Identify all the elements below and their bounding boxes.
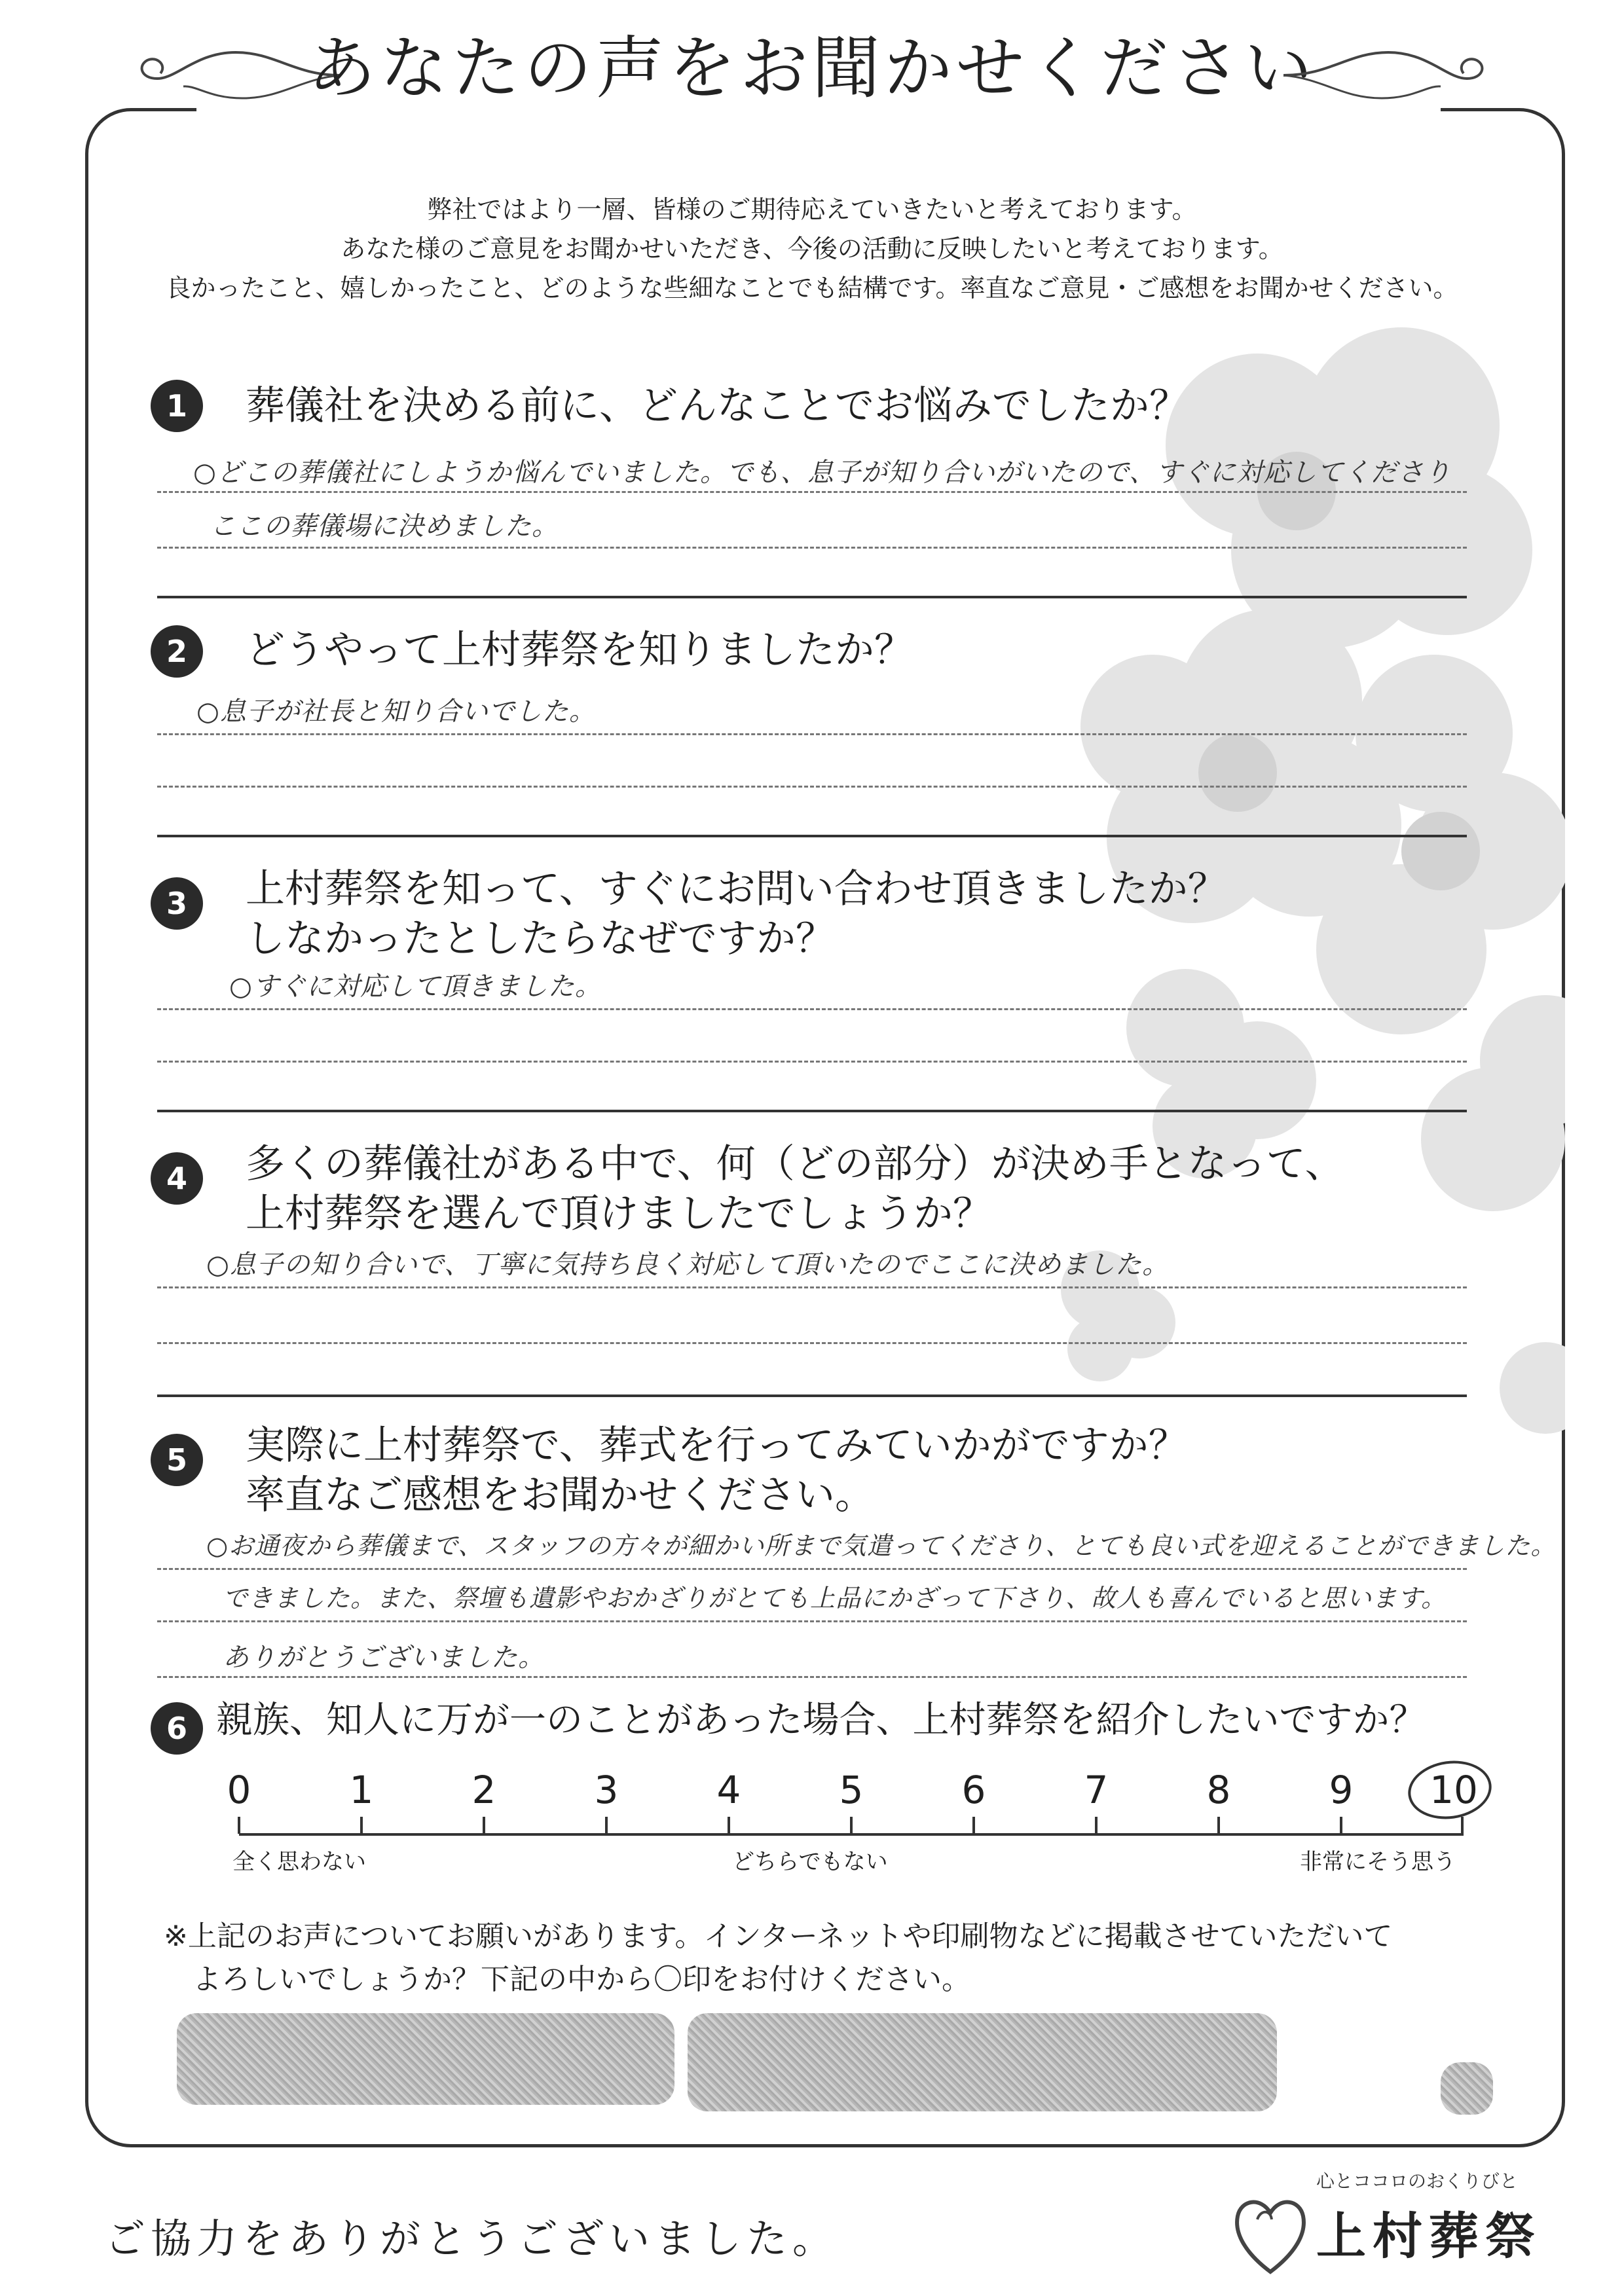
answer-line	[157, 1061, 1467, 1063]
scale-number[interactable]: 2	[471, 1768, 496, 1812]
question-number-badge: 6	[151, 1702, 203, 1755]
intro-line: 良かったこと、嬉しかったこと、どのような些細なことでも結構です。率直なご意見・ご感想をお聞かせください。	[166, 274, 1458, 302]
redacted-option-area	[177, 2013, 674, 2105]
scale-number[interactable]: 1	[349, 1768, 374, 1812]
section-divider	[157, 596, 1467, 598]
scale-tick	[972, 1817, 975, 1834]
handwritten-answer: ○息子の知り合いで、丁寧に気持ち良く対応して頂いたのでここに決めました。	[206, 1250, 1170, 1280]
question-text: 多くの葬儀社がある中で、何（どの部分）が決め手となって、	[246, 1141, 1344, 1187]
scale-number[interactable]: 0	[227, 1768, 251, 1812]
handwritten-answer: できました。また、祭壇も遺影やおかざりがとても上品にかざって下さり、故人も喜んでいると思います。	[223, 1584, 1447, 1613]
section-divider	[157, 1110, 1467, 1112]
scale-label-min: 全く思わない	[232, 1849, 366, 1875]
scale-tick	[728, 1817, 730, 1834]
scale-tick	[238, 1817, 240, 1834]
scale-label-max: 非常にそう思う	[1300, 1849, 1456, 1875]
question-text: 上村葬祭を選んで頂けましたでしょうか？	[246, 1191, 992, 1237]
question-number-badge: 2	[151, 625, 203, 678]
scale-tick	[1461, 1817, 1464, 1834]
answer-line	[157, 1342, 1467, 1344]
answer-line	[157, 1620, 1467, 1622]
note-line: ※上記のお声についてお願いがあります。インターネットや印刷物などに掲載させていただいて	[164, 1920, 1393, 1953]
permission-note	[164, 1915, 1393, 2001]
intro-line: 弊社ではより一層、皆様のご期待応えていきたいと考えております。	[427, 195, 1197, 224]
question-number-badge: 4	[151, 1152, 203, 1205]
question-text: 親族、知人に万が一のことがあった場合、上村葬祭を紹介したいですか？	[216, 1699, 1426, 1741]
handwritten-answer: ○どこの葬儀社にしようか悩んでいました。でも、息子が知り合いがいたので、すぐに対応してくださり	[193, 458, 1452, 488]
scale-number[interactable]: 9	[1329, 1768, 1354, 1812]
scale-number[interactable]: 5	[839, 1768, 864, 1812]
question-number-badge: 1	[151, 380, 203, 432]
handwritten-answer: ○すぐに対応して頂きました。	[229, 972, 602, 1002]
question-number-badge: 5	[151, 1434, 203, 1486]
redacted-option-area	[688, 2013, 1277, 2111]
scale-label-mid: どちらでもない	[732, 1849, 888, 1875]
answer-line	[157, 1008, 1467, 1010]
scale-tick	[483, 1817, 485, 1834]
question-text: 実際に上村葬祭で、葬式を行ってみていかがですか？	[246, 1423, 1188, 1468]
answer-line	[157, 786, 1467, 788]
intro-line: あなた様のご意見をお聞かせいただき、今後の活動に反映したいと考えております。	[341, 234, 1283, 263]
answer-line	[157, 1568, 1467, 1570]
question-text: 葬儀社を決める前に、どんなことでお悩みでしたか？	[246, 383, 1189, 429]
answer-line	[157, 491, 1467, 493]
scale-tick	[1217, 1817, 1220, 1834]
heart-logo-icon	[1231, 2180, 1310, 2278]
scale-number[interactable]: 3	[594, 1768, 619, 1812]
section-divider	[157, 1394, 1467, 1397]
scale-tick	[605, 1817, 608, 1834]
question-text: 率直なご感想をお聞かせください。	[246, 1472, 874, 1518]
scale-number[interactable]: 8	[1206, 1768, 1231, 1812]
scale-tick	[850, 1817, 853, 1834]
handwritten-answer: ○息子が社長と知り合いでした。	[196, 697, 596, 727]
thanks-message: ご協力をありがとうございました。	[105, 2215, 839, 2263]
scale-tick	[1340, 1817, 1342, 1834]
logo-tagline: 心とココロのおくりびと	[1316, 2170, 1519, 2192]
answer-line	[157, 1286, 1467, 1288]
scale-tick	[1095, 1817, 1098, 1834]
answer-line	[157, 733, 1467, 735]
section-divider	[157, 835, 1467, 837]
answer-line	[157, 547, 1467, 549]
scale-number[interactable]: 6	[961, 1768, 986, 1812]
note-line: よろしいでしょうか？下記の中から〇印をお付けください。	[164, 1963, 970, 1996]
scale-number[interactable]: 4	[716, 1768, 741, 1812]
answer-line	[157, 1676, 1467, 1678]
scale-number[interactable]: 7	[1084, 1768, 1109, 1812]
scale-number-selected[interactable]: 10	[1430, 1768, 1478, 1812]
company-logo	[1231, 2167, 1572, 2285]
redacted-mark	[1441, 2062, 1493, 2115]
logo-name: 上村葬祭	[1316, 2207, 1541, 2265]
handwritten-answer: ありがとうございました。	[223, 1643, 545, 1673]
handwritten-answer: ○お通夜から葬儀まで、スタッフの方々が細かい所まで気遣ってくださり、とても良い式を迎えることができました。	[206, 1531, 1557, 1560]
question-text: どうやって上村葬祭を知りましたか？	[246, 627, 913, 673]
flourish-right-ornament	[1277, 39, 1493, 111]
question-text: 上村葬祭を知って、すぐにお問い合わせ頂きましたか？	[246, 866, 1227, 912]
page-title: あなたの声をお聞かせください	[307, 28, 1316, 108]
question-number-badge: 3	[151, 877, 203, 930]
scale-tick	[360, 1817, 363, 1834]
question-text: しなかったとしたらなぜですか？	[246, 916, 835, 962]
rating-scale-numbers	[0, 1768, 1624, 1820]
handwritten-answer: ここの葬儀場に決めました。	[210, 511, 559, 541]
